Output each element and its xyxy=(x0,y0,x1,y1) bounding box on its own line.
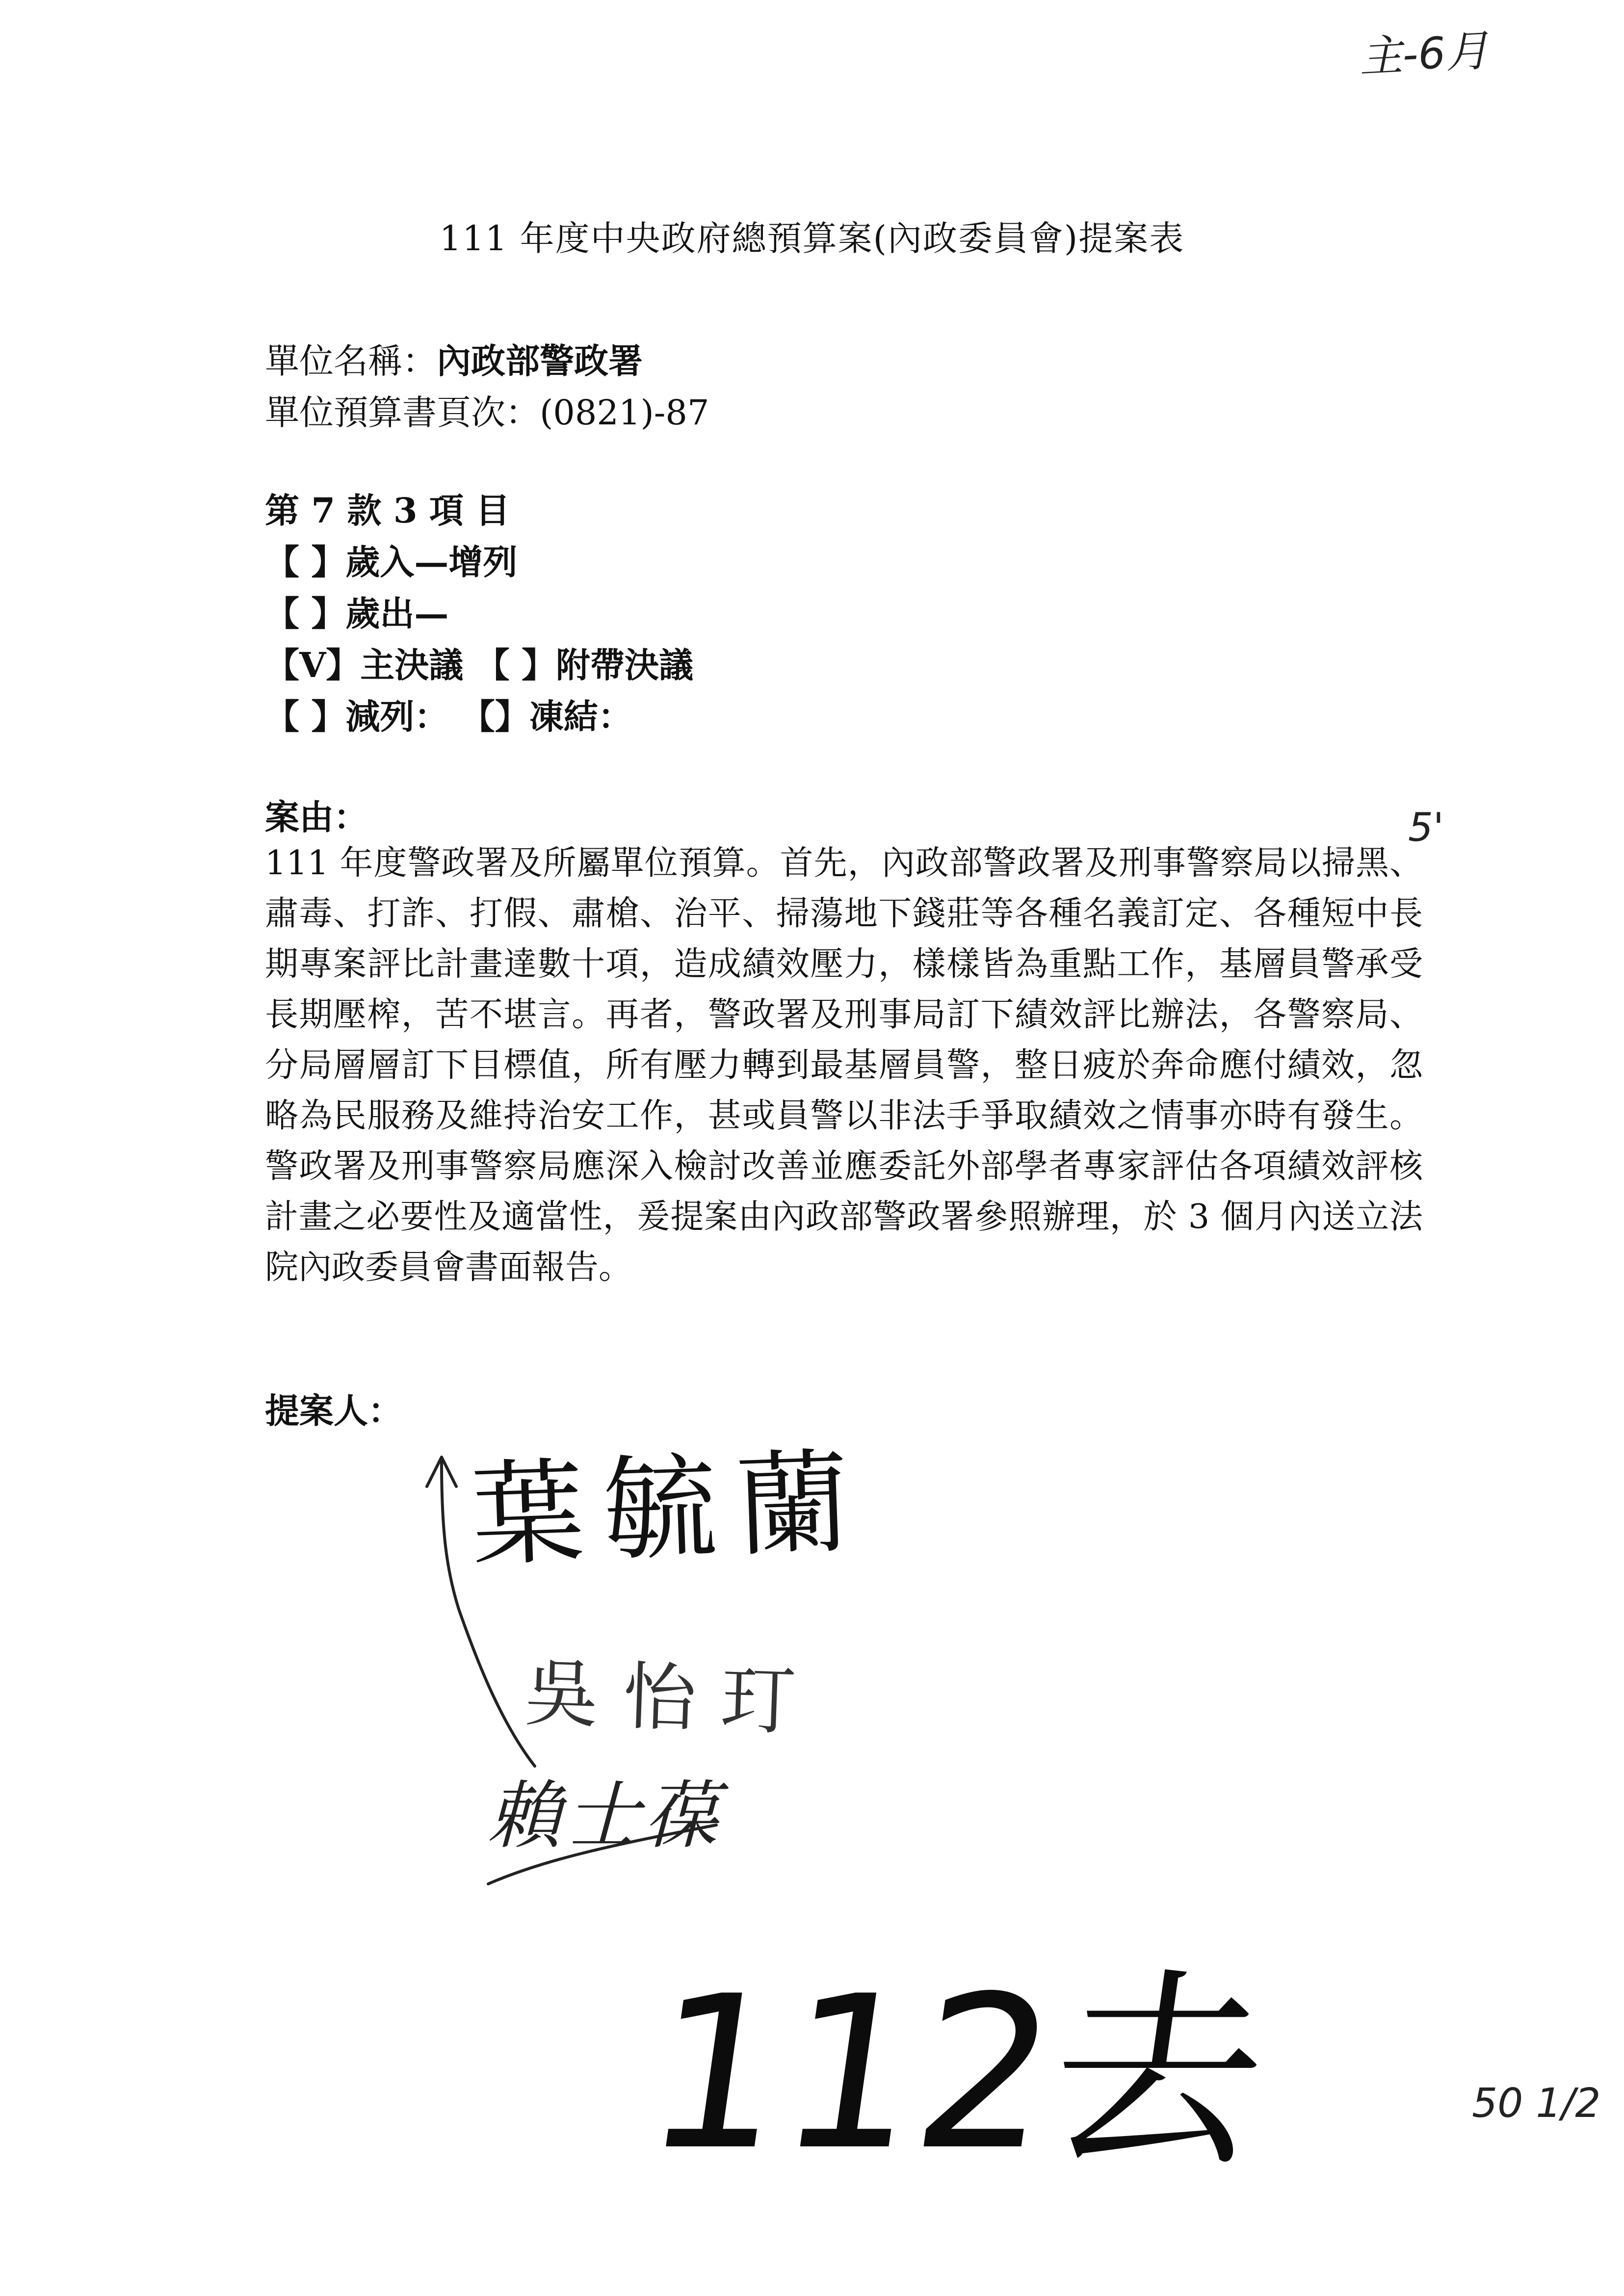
signature-stroke xyxy=(486,1815,731,1894)
signature-1: 葉毓蘭 xyxy=(469,1436,871,1582)
budget-section: 第 7 款 3 項 目 xyxy=(265,490,510,531)
signature-2: 吳怡玎 xyxy=(523,1650,821,1747)
handwritten-number: 112去 xyxy=(632,1951,1281,2196)
option-revenue-increase: 【 】歲入—增列 xyxy=(265,542,518,582)
page-ref-label: 單位預算書頁次： xyxy=(265,392,540,433)
handwritten-margin-mark: 5' xyxy=(1408,805,1444,850)
unit-name-row xyxy=(265,334,643,383)
document-title: 111 年度中央政府總預算案(內政委員會)提案表 xyxy=(439,218,1185,259)
proposer-label: 提案人： xyxy=(265,1390,402,1431)
signature-3: 賴士葆 xyxy=(482,1774,741,1859)
option-expenditure: 【 】歲出— xyxy=(265,593,449,634)
page-ref-value: (0821)-87 xyxy=(540,392,709,433)
option-resolution-type: 【V】主決議 【 】附帶決議 xyxy=(265,645,694,685)
handwritten-corner-note: 主-6月 xyxy=(1358,25,1490,82)
option-cut-freeze: 【 】減列： 【】凍結： xyxy=(265,696,632,737)
reason-label: 案由： xyxy=(265,797,368,837)
reason-body: 111 年度警政署及所屬單位預算。首先，內政部警政署及刑事警察局以掃黑、肅毒、打詐、打假、肅槍、治平、掃蕩地下錢莊等各種名義訂定、各種短中長期專案評比計畫達數十項，造成績效壓力，樣樣皆為重點工作，基層員警承受長期壓榨，苦不堪言。再者，警政署及刑事局訂下績效評比辦法，各警察局、分局層層訂下目標值，所有壓力轉到最基層員警，整日疲於奔命應付績效，忽略為民服務及維持治安工作，甚或員警以非法手爭取績效之情事亦時有發生。警政署及刑事警察局應深入檢討改善並應委託外部學者專家評估各項績效評核計畫之必要性及適當性，爰提案由內政部警政署參照辦理，於 3 個月內送立法院內政委員會書面報告。 xyxy=(265,844,1423,1287)
unit-name-value: 內政部警政署 xyxy=(437,340,643,381)
unit-name-label: 單位名稱： xyxy=(265,341,437,381)
handwritten-page-fraction: 50 1/2 xyxy=(1472,2080,1601,2127)
page-ref-row xyxy=(265,385,709,435)
